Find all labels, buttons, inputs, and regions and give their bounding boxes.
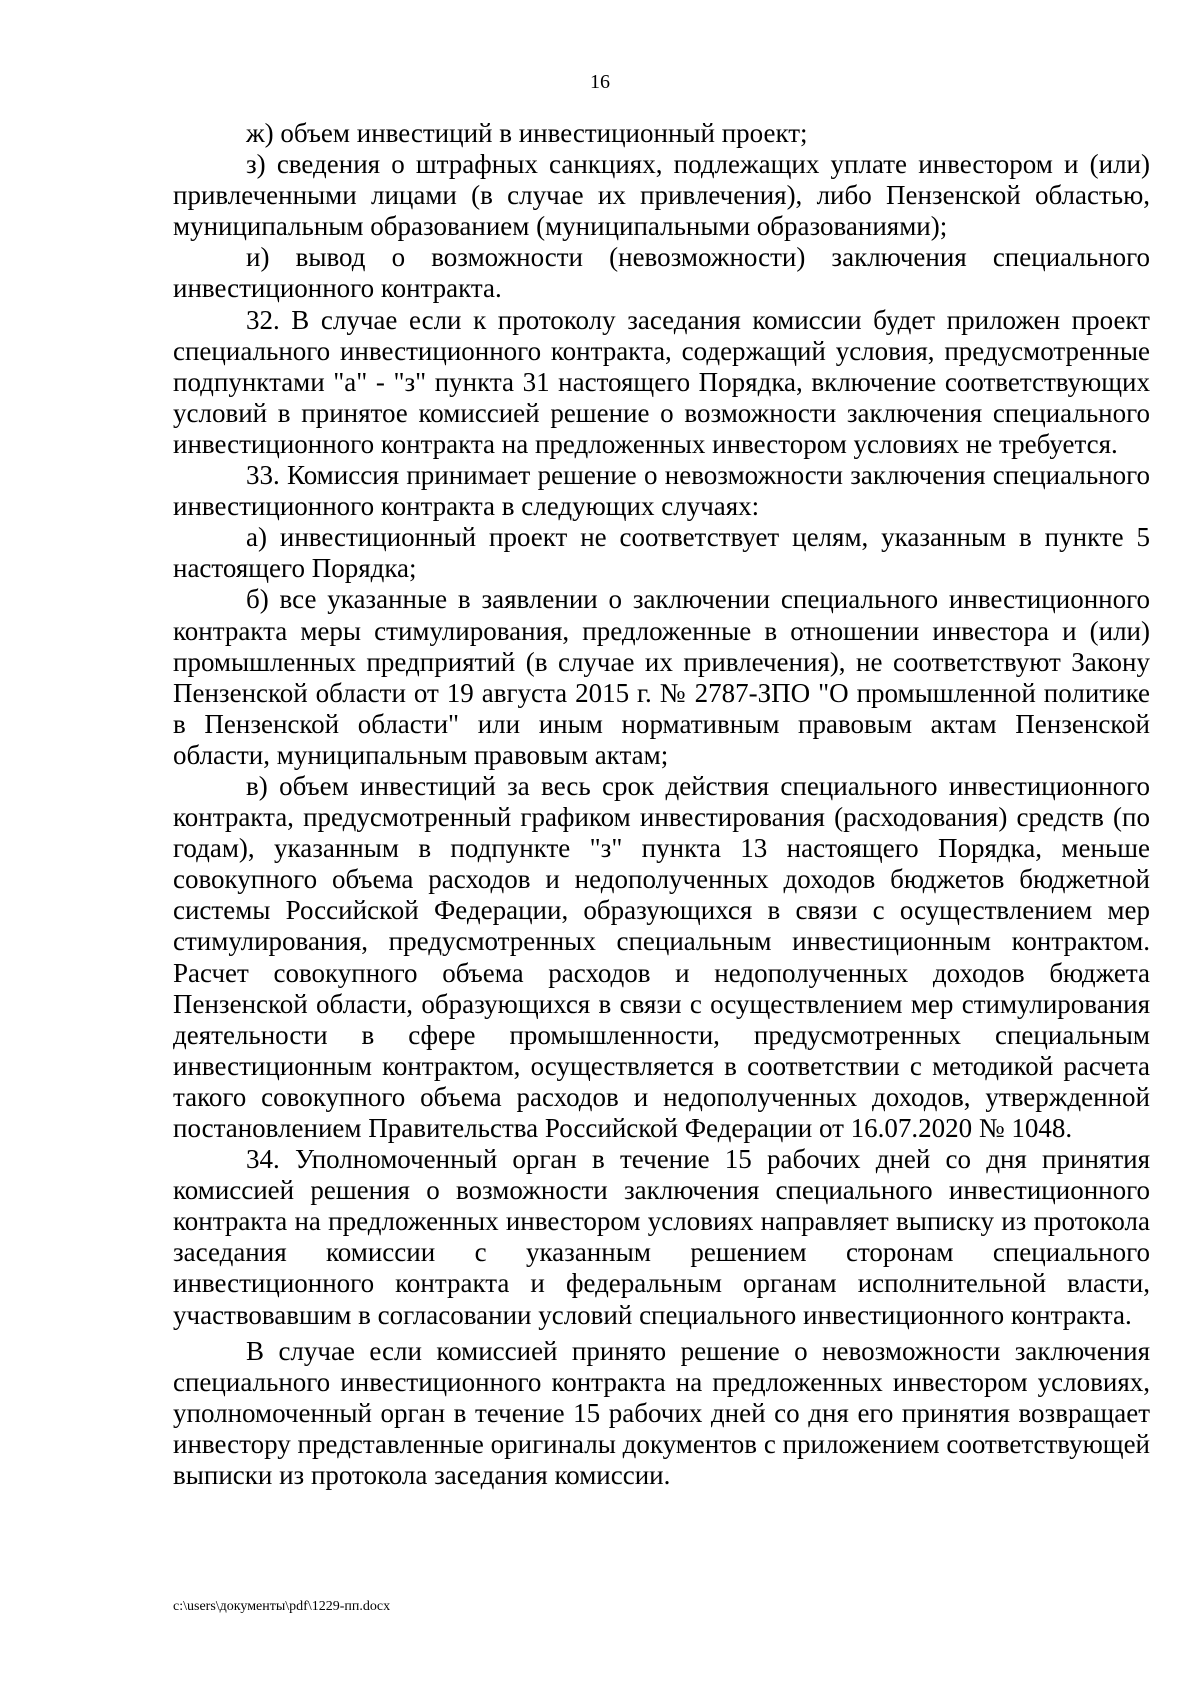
paragraph-subitem-b: б) все указанные в заявлении о заключении специального инвестиционного контракта меры стимулирования, предложенные в отношении инвестора и (или) промышленных предприятий (в случае их привлечения), не соответствуют Закону Пензенской области от 19 августа 2015 г. № 2787-ЗПО "О промышленной политике в Пензенской области" или иным нормативным правовым актам Пензенской области, муниципальным правовым актам;	[173, 584, 1150, 770]
paragraph-clause-34: 34. Уполномоченный орган в течение 15 рабочих дней со дня принятия комиссией решения о возможности заключения специального инвестиционного контракта на предложенных инвестором условиях направляет выписку из протокола заседания комиссии с указанным решением сторонам специального инвестиционного контракта и федеральным органам исполнительной власти, участвовавшим в согласовании условий специального инвестиционного контракта.	[173, 1144, 1150, 1330]
page-number: 16	[590, 71, 610, 93]
paragraph-clause-32: 32. В случае если к протоколу заседания комиссии будет приложен проект специального инвестиционного контракта, содержащий условия, предусмотренные подпунктами "а" - "з" пункта 31 настоящего Порядка, включение соответствующих условий в принятое комиссией решение о возможности заключения специального инвестиционного контракта на предложенных инвестором условиях не требуется.	[173, 304, 1150, 459]
footer-file-path: c:\users\документы\pdf\1229-пп.docx	[173, 1599, 391, 1614]
paragraph-subitem-v: в) объем инвестиций за весь срок действия специального инвестиционного контракта, предусмотренный графиком инвестирования (расходования) средств (по годам), указанным в подпункте "з" пункта 13 настоящего Порядка, меньше совокупного объема расходов и недополученных доходов бюджетов бюджетной системы Российской Федерации, образующихся в связи с осуществлением мер стимулирования, предусмотренных специальным инвестиционным контрактом. Расчет совокупного объема расходов и недополученных доходов бюджета Пензенской области, образующихся в связи с осуществлением мер стимулирования деятельности в сфере промышленности, предусмотренных специальным инвестиционным контрактом, осуществляется в соответствии с методикой расчета такого совокупного объема расходов и недополученных доходов, утвержденной постановлением Правительства Российской Федерации от 16.07.2020 № 1048.	[173, 770, 1150, 1143]
paragraph-subitem-i: и) вывод о возможности (невозможности) заключения специального инвестиционного контракта.	[173, 242, 1150, 304]
paragraph-subitem-a: а) инвестиционный проект не соответствует целям, указанным в пункте 5 настоящего Порядка;	[173, 522, 1150, 584]
paragraph-clause-33: 33. Комиссия принимает решение о невозможности заключения специального инвестиционного контракта в следующих случаях:	[173, 460, 1150, 522]
paragraph-subitem-z: з) сведения о штрафных санкциях, подлежащих уплате инвестором и (или) привлеченными лицами (в случае их привлечения), либо Пензенской областью, муниципальным образованием (муниципальными образованиями);	[173, 149, 1150, 242]
document-body	[173, 118, 1150, 1491]
paragraph-subitem-zh: ж) объем инвестиций в инвестиционный проект;	[246, 118, 808, 148]
paragraph-clause-34-continued: В случае если комиссией принято решение о невозможности заключения специального инвестиционного контракта на предложенных инвестором условиях, уполномоченный орган в течение 15 рабочих дней со дня его принятия возвращает инвестору представленные оригиналы документов с приложением соответствующей выписки из протокола заседания комиссии.	[173, 1335, 1150, 1491]
